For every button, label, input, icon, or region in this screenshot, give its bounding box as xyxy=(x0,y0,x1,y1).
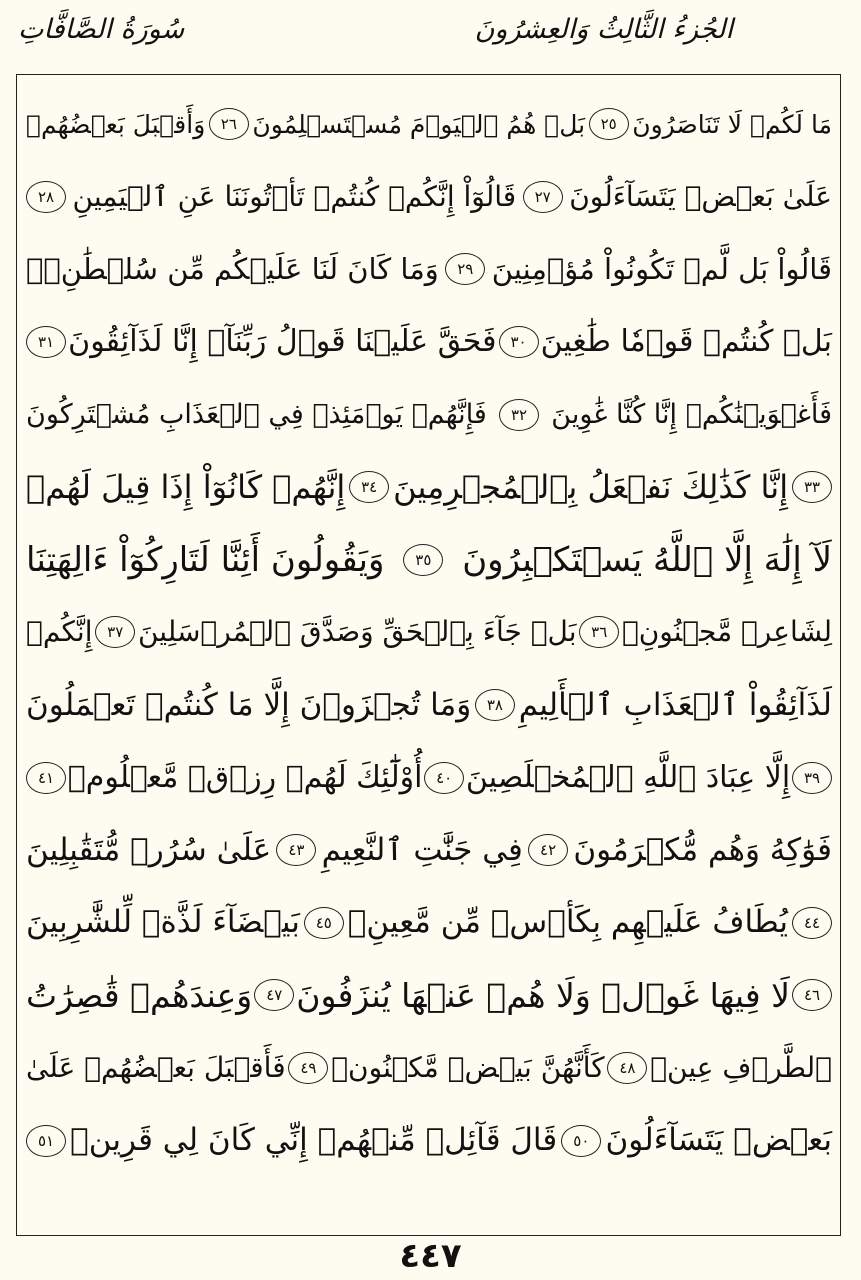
ayah-number-marker: ٤٦ xyxy=(792,979,832,1011)
verse-text: بَلۡ كُنتُمۡ قَوۡمٗا طَٰغِينَ xyxy=(540,324,832,360)
ayah-number-marker: ٤٥ xyxy=(304,907,344,939)
juz-title: الجُزءُ الثَّالِثُ وَالعِشرُونَ xyxy=(474,14,733,45)
ayah-number-marker: ٤١ xyxy=(26,762,66,794)
verse-text: بَلۡ هُمُ ٱلۡيَوۡمَ مُسۡتَسۡلِمُونَ xyxy=(252,109,586,139)
verse-line xyxy=(26,451,832,524)
ayah-number-marker: ٣٨ xyxy=(475,689,515,721)
surah-title: سُورَةُ الصَّافَّاتِ xyxy=(18,14,185,45)
verse-text: لَا فِيهَا غَوۡلٞ وَلَا هُمۡ عَنۡهَا يُنزَفُونَ xyxy=(296,975,790,1015)
page-header xyxy=(18,14,843,64)
verse-line xyxy=(26,959,832,1032)
verse-line xyxy=(26,669,832,742)
verse-text: لَآ إِلَٰهَ إِلَّا ٱللَّهُ يَسۡتَكۡبِرُونَ xyxy=(462,539,832,580)
verse-text: إِنَّكُمۡ xyxy=(26,615,93,649)
verse-text: فَوَٰكِهُ وَهُم مُّكۡرَمُونَ xyxy=(573,831,832,868)
verse-text: وَمَا تُجۡزَوۡنَ إِلَّا مَا كُنتُمۡ تَعۡمَلُونَ xyxy=(26,686,472,723)
verse-text: يُطَافُ عَلَيۡهِم بِكَأۡسٖ مِّن مَّعِينِۭ xyxy=(347,904,789,941)
verse-line xyxy=(26,161,832,234)
ayah-number-marker: ٣٥ xyxy=(403,544,443,576)
ayah-number-marker: ٤٣ xyxy=(276,834,316,866)
verse-text: فَإِنَّهُمۡ يَوۡمَئِذٖ فِي ٱلۡعَذَابِ مُشۡتَرِكُونَ xyxy=(26,399,487,431)
ayah-number-marker: ٤٤ xyxy=(792,907,832,939)
verse-text: قَالُواْ بَل لَّمۡ تَكُونُواْ مُؤۡمِنِينَ xyxy=(491,251,832,286)
verse-text: إِنَّهُمۡ كَانُوٓاْ إِذَا قِيلَ لَهُمۡ xyxy=(26,468,346,507)
verse-text: وَأَقۡبَلَ بَعۡضُهُمۡ xyxy=(26,109,206,139)
ayah-number-marker: ٣٤ xyxy=(349,471,389,503)
ayah-number-marker: ٢٧ xyxy=(523,181,563,213)
verse-line xyxy=(26,814,832,887)
verse-text: فَأَقۡبَلَ بَعۡضُهُمۡ عَلَىٰ xyxy=(26,1051,286,1085)
ayah-number-marker: ٢٦ xyxy=(209,108,249,140)
ayah-number-marker: ٤٢ xyxy=(528,834,568,866)
ayah-number-marker: ٢٥ xyxy=(589,108,629,140)
ayah-number-marker: ٣١ xyxy=(26,326,66,358)
ayah-number-marker: ٣٧ xyxy=(95,616,135,648)
ayah-number-marker: ٣٣ xyxy=(792,471,832,503)
verse-line xyxy=(26,306,832,379)
verse-text: إِنَّا كَذَٰلِكَ نَفۡعَلُ بِٱلۡمُجۡرِمِينَ xyxy=(393,468,789,507)
verse-line xyxy=(26,741,832,814)
verse-text: عَلَىٰ بَعۡضٖ يَتَسَآءَلُونَ xyxy=(569,179,832,213)
verse-line xyxy=(26,887,832,960)
ayah-number-marker: ٤٩ xyxy=(288,1052,328,1084)
verse-text: وَيَقُولُونَ أَئِنَّا لَتَارِكُوٓاْ ءَالِهَتِنَا xyxy=(26,539,385,580)
verse-text: مَا لَكُمۡ لَا تَنَاصَرُونَ xyxy=(632,109,832,139)
ayah-number-marker: ٣٢ xyxy=(499,399,539,431)
ayah-number-marker: ٣٠ xyxy=(499,326,539,358)
verse-text: قَالُوٓاْ إِنَّكُمۡ كُنتُمۡ تَأۡتُونَنَا عَنِ ٱلۡيَمِينِ xyxy=(72,179,517,213)
verse-text: وَمَا كَانَ لَنَا عَلَيۡكُم مِّن سُلۡطَٰنِۭۖ xyxy=(26,251,439,286)
verse-line xyxy=(26,378,832,451)
ayah-number-marker: ٤٧ xyxy=(254,979,294,1011)
ayah-number-marker: ٢٩ xyxy=(445,253,485,285)
verse-line xyxy=(26,596,832,669)
ayah-number-marker: ٤٠ xyxy=(424,762,464,794)
verse-text: أُوْلَٰٓئِكَ لَهُمۡ رِزۡقٞ مَّعۡلُومٞ xyxy=(67,759,423,795)
verse-line xyxy=(26,1104,832,1177)
verse-line xyxy=(26,524,832,597)
ayah-number-marker: ٤٨ xyxy=(607,1052,647,1084)
verse-text: قَالَ قَآئِلٞ مِّنۡهُمۡ إِنِّي كَانَ لِي قَرِينٞ xyxy=(70,1122,558,1159)
verse-text: فَأَغۡوَيۡنَٰكُمۡ إِنَّا كُنَّا غَٰوِينَ xyxy=(551,399,832,431)
verse-line xyxy=(26,233,832,306)
verse-text: إِلَّا عِبَادَ ٱللَّهِ ٱلۡمُخۡلَصِينَ xyxy=(465,759,791,795)
verse-text: فِي جَنَّٰتِ ٱلنَّعِيمِ xyxy=(321,831,523,868)
ayah-number-marker: ٥١ xyxy=(26,1125,66,1157)
verse-text: فَحَقَّ عَلَيۡنَا قَوۡلُ رَبِّنَآۖ إِنَّا لَذَآئِقُونَ xyxy=(68,324,497,360)
verse-text: لَذَآئِقُواْ ٱلۡعَذَابِ ٱلۡأَلِيمِ xyxy=(518,686,832,723)
verse-text: عَلَىٰ سُرُرٖ مُّتَقَٰبِلِينَ xyxy=(26,831,272,868)
verse-lines xyxy=(26,88,832,1177)
page-number: ٤٤٧ xyxy=(399,1236,462,1276)
verse-text: وَعِندَهُمۡ قَٰصِرَٰتُ xyxy=(26,975,253,1015)
verse-text: لِشَاعِرٖ مَّجۡنُونِۭ xyxy=(621,615,832,649)
verse-text: ٱلطَّرۡفِ عِينٞ xyxy=(650,1051,832,1085)
verse-line xyxy=(26,1032,832,1105)
verse-text: بَيۡضَآءَ لَذَّةٖ لِّلشَّٰرِبِينَ xyxy=(26,904,300,941)
verse-line xyxy=(26,88,832,161)
ayah-number-marker: ٥٠ xyxy=(561,1125,601,1157)
ayah-number-marker: ٢٨ xyxy=(26,181,66,213)
verse-text: بَلۡ جَآءَ بِٱلۡحَقِّ وَصَدَّقَ ٱلۡمُرۡسَلِينَ xyxy=(137,615,577,649)
ayah-number-marker: ٣٩ xyxy=(792,762,832,794)
verse-text: بَعۡضٖ يَتَسَآءَلُونَ xyxy=(605,1122,832,1159)
ayah-number-marker: ٣٦ xyxy=(579,616,619,648)
verse-text: كَأَنَّهُنَّ بَيۡضٞ مَّكۡنُونٞ xyxy=(331,1051,605,1085)
